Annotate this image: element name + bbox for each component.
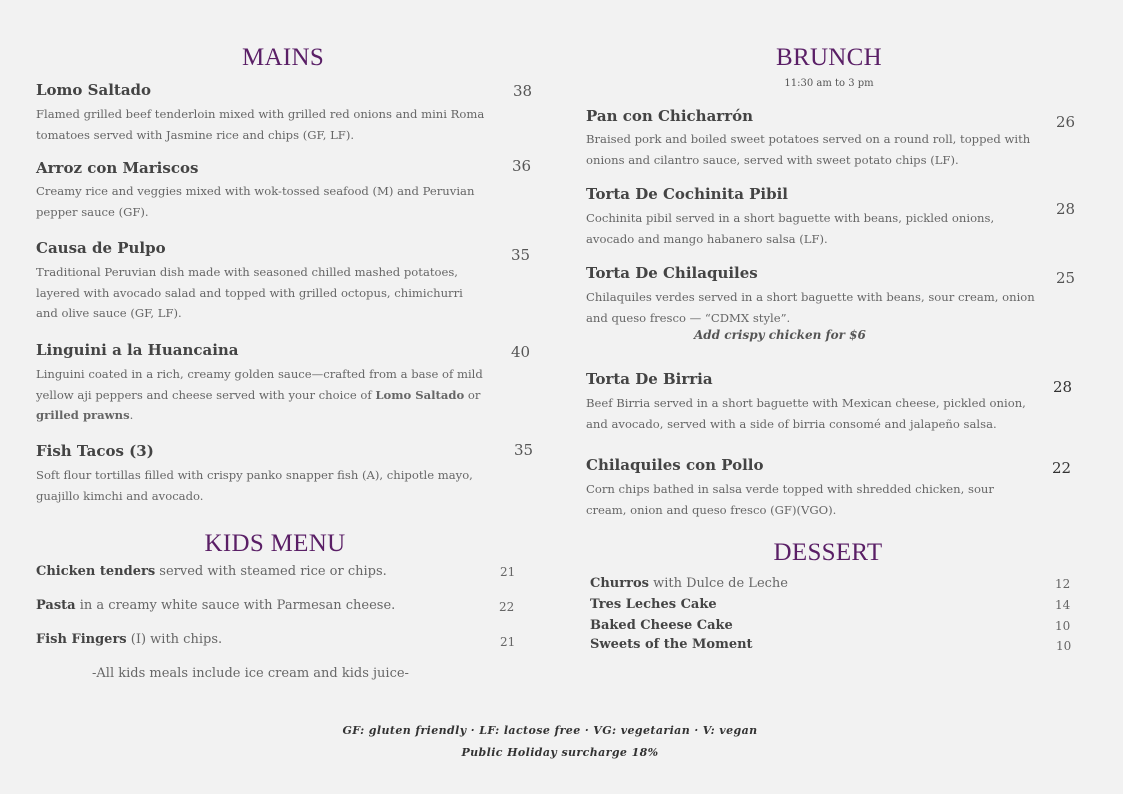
dessert-item-price: 10	[1056, 639, 1072, 653]
kids-item-price: 22	[499, 600, 515, 614]
dessert-item-price: 14	[1055, 598, 1071, 612]
dessert-item: Churros with Dulce de Leche	[590, 576, 788, 591]
dessert-item-price: 10	[1055, 619, 1071, 633]
dessert-item-price: 12	[1055, 577, 1071, 591]
dietary-legend: GF: gluten friendly · LF: lactose free · VG: vegetarian · V: vegan	[342, 724, 758, 737]
brunch-item-name: Pan con Chicharrón	[586, 107, 754, 125]
mains-item-description: Linguini coated in a rich, creamy golden sauce—crafted from a base of mild yellow aji peppers and cheese served with your choice of Lomo Saltado or grilled prawns.	[36, 367, 483, 422]
mains-item-price: 35	[514, 441, 534, 459]
brunch-item-description: Corn chips bathed in salsa verde topped with shredded chicken, sour cream, onion and queso fresco (GF)(VGO).	[586, 482, 994, 517]
dessert-heading: DESSERT	[773, 539, 883, 566]
brunch-hours: 11:30 am to 3 pm	[784, 78, 874, 89]
brunch-item-name: Torta De Birria	[586, 370, 713, 388]
kids-heading: KIDS MENU	[204, 530, 346, 557]
brunch-item-description: Cochinita pibil served in a short baguette with beans, pickled onions, avocado and mango habanero salsa (LF).	[586, 211, 995, 246]
brunch-item-price: 28	[1053, 378, 1073, 396]
mains-item-name: Lomo Saltado	[36, 81, 152, 99]
dessert-item: Tres Leches Cake	[590, 597, 717, 612]
mains-heading: MAINS	[241, 44, 325, 71]
dessert-item: Sweets of the Moment	[590, 637, 753, 652]
kids-note: -All kids meals include ice cream and kids juice-	[92, 666, 409, 681]
brunch-heading: BRUNCH	[776, 44, 882, 71]
brunch-item-name: Chilaquiles con Pollo	[586, 456, 764, 474]
mains-item-name: Fish Tacos (3)	[36, 442, 154, 460]
brunch-item-price: 28	[1056, 200, 1076, 218]
mains-item-description: Flamed grilled beef tenderloin mixed with grilled red onions and mini Roma tomatoes served with Jasmine rice and chips (GF, LF).	[36, 107, 485, 142]
brunch-item-price: 22	[1052, 459, 1072, 477]
mains-item-price: 35	[511, 246, 531, 264]
mains-item-description: Traditional Peruvian dish made with seasoned chilled mashed potatoes, layered with avocado salad and topped with grilled octopus, chimichurri and olive sauce (GF, LF).	[36, 265, 463, 320]
mains-item-name: Causa de Pulpo	[36, 239, 166, 257]
mains-item-price: 36	[512, 157, 532, 175]
kids-item: Chicken tenders served with steamed rice or chips.	[36, 564, 387, 579]
mains-item-price: 38	[513, 82, 533, 100]
mains-item-price: 40	[511, 343, 531, 361]
holiday-surcharge: Public Holiday surcharge 18%	[461, 746, 659, 759]
brunch-item-description: Chilaquiles verdes served in a short baguette with beans, sour cream, onion and queso fresco — “CDMX style”.	[586, 290, 1035, 325]
brunch-item-description: Beef Birria served in a short baguette with Mexican cheese, pickled onion, and avocado, served with a side of birria consomé and jalapeño salsa.	[586, 396, 1026, 431]
kids-item: Pasta in a creamy white sauce with Parmesan cheese.	[36, 598, 396, 613]
mains-item-description: Creamy rice and veggies mixed with wok-tossed seafood (M) and Peruvian pepper sauce (GF).	[36, 184, 475, 219]
brunch-addon-note: Add crispy chicken for $6	[694, 328, 866, 342]
kids-item-price: 21	[500, 565, 516, 579]
brunch-item-name: Torta De Cochinita Pibil	[586, 185, 789, 203]
kids-item-price: 21	[500, 635, 516, 649]
brunch-item-description: Braised pork and boiled sweet potatoes served on a round roll, topped with onions and cilantro sauce, served with sweet potato chips (LF).	[586, 132, 1031, 167]
kids-item: Fish Fingers (I) with chips.	[36, 632, 223, 647]
brunch-item-price: 26	[1056, 113, 1076, 131]
brunch-item-price: 25	[1056, 269, 1076, 287]
mains-item-description: Soft flour tortillas filled with crispy panko snapper fish (A), chipotle mayo, guajillo kimchi and avocado.	[36, 468, 473, 503]
dessert-item: Baked Cheese Cake	[590, 618, 733, 633]
mains-item-name: Arroz con Mariscos	[36, 159, 199, 177]
mains-item-name: Linguini a la Huancaina	[36, 341, 239, 359]
brunch-item-name: Torta De Chilaquiles	[586, 264, 758, 282]
